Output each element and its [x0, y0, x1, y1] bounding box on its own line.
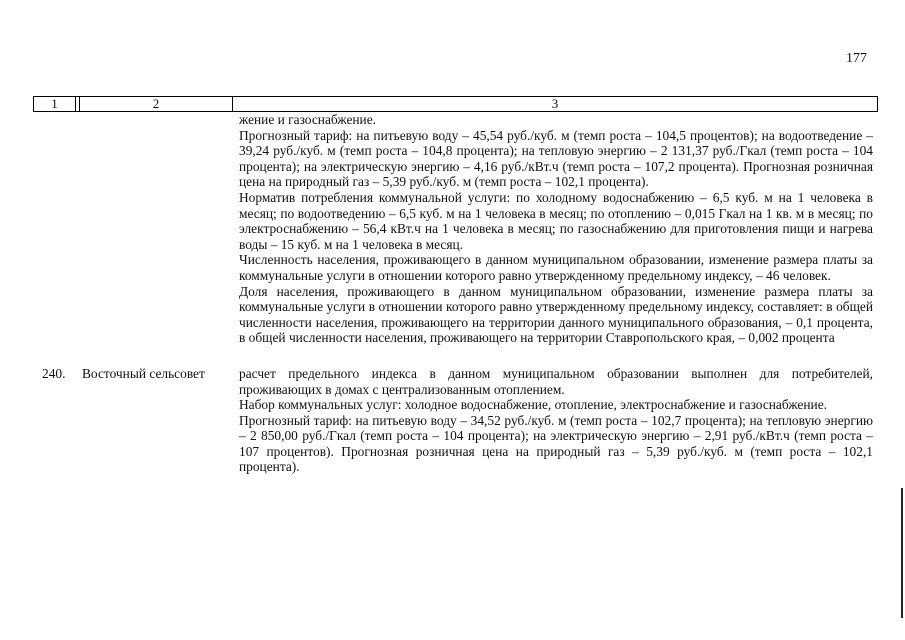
paragraph: Прогнозный тариф: на питьевую воду – 45,54 руб./куб. м (темп роста – 104,5 процентов); на водоотведение – 39,24 руб./куб. м (темп роста – 104,8 процента); на тепловую энергию – 2 131,37 руб./Гкал (темп роста – 104 процента); на электрическую энергию – 4,16 руб./кВт.ч (темп роста – 107,2 процента). Прогнозная розничная цена на природный газ – 5,39 руб./куб. м (темп роста – 102,1 процента).	[239, 127, 873, 190]
row-number: 240.	[42, 365, 66, 381]
paragraph: жение и газоснабжение.	[239, 112, 377, 127]
municipality-name: Восточный сельсовет	[82, 365, 205, 381]
table-body	[0, 112, 905, 475]
row-content	[239, 366, 873, 475]
paragraph: Набор коммунальных услуг: холодное водоснабжение, отопление, электроснабжение и газоснабжение.	[239, 397, 827, 413]
paragraph: Прогнозный тариф: на питьевую воду – 34,52 руб./куб. м (темп роста – 102,7 процента); на тепловую энергию – 2 850,00 руб./Гкал (темп роста – 104 процента); на электрическую энергию – 2,91 руб./кВт.ч (темп роста – 107 процентов). Прогнозная розничная цена на природный газ – 5,39 руб./куб. м (темп роста – 102,1 процента).	[239, 412, 873, 475]
paragraph: Доля населения, проживающего в данном муниципальном образовании, изменение размера платы за коммунальные услуги в отношении которого равно утвержденному предельному индексу, составляет: в общей численности населения, проживающего на территории данного муниципального образования, – 0,1 процента, в общей численности населения, проживающего на территории Ставропольского края, – 0,002 процента	[239, 283, 873, 346]
row-content	[239, 112, 873, 346]
paragraph: Норматив потребления коммунальной услуги: по холодному водоснабжению – 6,5 куб. м на 1 человека в месяц; по водоотведению – 6,5 куб. м на 1 человека в месяц; по отоплению – 0,015 Гкал на 1 кв. м в месяц; по электроснабжению – 56,4 кВт.ч на 1 человека в месяц; по газоснабжению для приготовления пищи и нагрева воды – 15 куб. м на 1 человека в месяц.	[239, 189, 873, 252]
header-col-2: 2	[80, 97, 233, 111]
paragraph: Численность населения, проживающего в данном муниципальном образовании, изменение размера платы за коммунальные услуги в отношении которого равно утвержденному предельному индексу, – 46 человек.	[239, 252, 873, 283]
header-col-1: 1	[34, 97, 76, 111]
header-col-3: 3	[551, 96, 559, 111]
table-row	[0, 366, 905, 475]
table-header-row	[33, 96, 878, 112]
paragraph: расчет предельного индекса в данном муниципальном образовании выполнен для потребителей, проживающих в домах с централизованным отоплением.	[239, 365, 873, 397]
scan-edge-mark	[901, 488, 903, 618]
table-row	[0, 112, 905, 346]
page-number: 177	[846, 51, 867, 66]
